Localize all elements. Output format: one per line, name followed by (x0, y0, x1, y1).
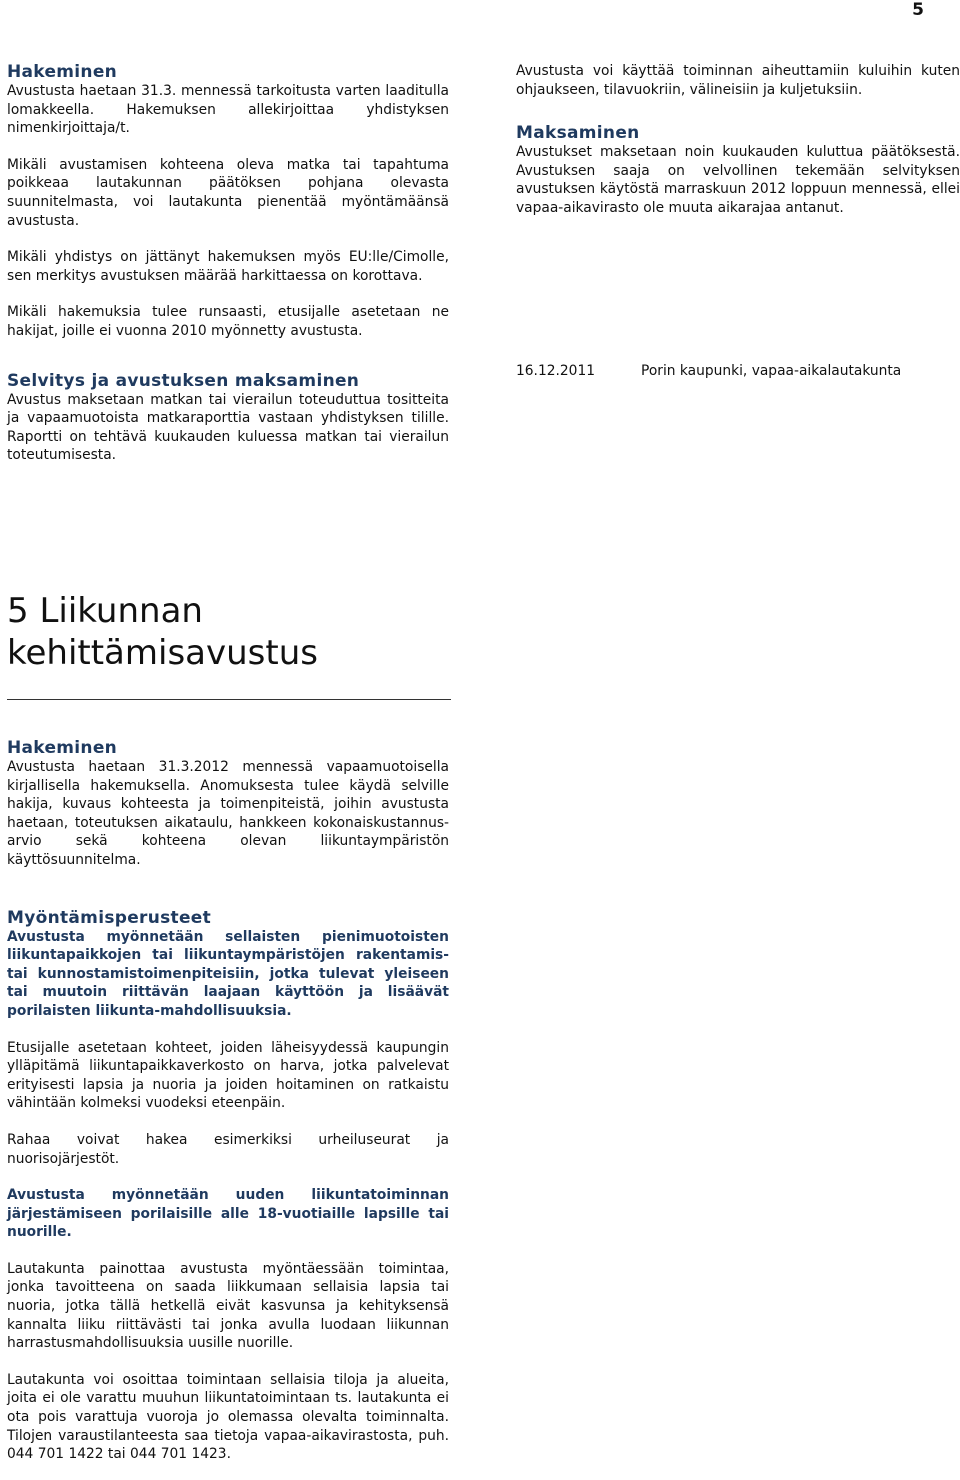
section5-hakeminen-heading: Hakeminen (7, 738, 118, 758)
maksaminen-text: Avustukset maksetaan noin kuukauden kuluttua päätöksestä. Avustuksen saaja on velvollinen tekemään selvityksen avustuksen käytöstä marraskuun 2012 loppuun mennessä, ellei vapaa-aikavirasto ole muuta aikarajaa antanut. (516, 144, 960, 216)
chapter-title: 5 Liikunnan kehittämisavustus (7, 591, 318, 673)
section5-column (7, 738, 449, 1464)
paragraph-priority: Mikäli hakemuksia tulee runsaasti, etusijalle asetetaan ne hakijat, joille ei vuonna 2010 myönnetty avustusta. (7, 304, 449, 339)
usage-text: Avustusta voi käyttää toiminnan aiheuttamiin kuluihin kuten ohjaukseen, tilavuokriin, välineisiin ja kuljetuksiin. (516, 63, 960, 98)
perusteet-bold-text: Avustusta myönnetään sellaisten pienimuotoisten liikuntapaikkojen tai liikuntaympäristöjen rakentamis- tai kunnostamistoimenpiteisiin, jotka tulevat yleiseen tai muutoin riittävän laajaan käyttöön ja lisäävät porilaisten liikunta-mahdollisuuksia. (7, 928, 449, 1019)
right-top-column (516, 62, 960, 218)
paragraph-emphasis: Lautakunta painottaa avustusta myöntäessään toimintaa, jonka tavoitteena on saada liikkumaan sellaisia lapsia tai nuoria, jotka tällä hetkellä eivät kasvunsa ja kehityksensä kannalta liiku riittävästi tai jonka avulla luodaan liikunnan harrastusmahdollisuuksia uusille nuorille. (7, 1260, 449, 1352)
hakeminen-heading: Hakeminen (7, 62, 118, 82)
paragraph-facilities: Lautakunta voi osoittaa toimintaan sellaisia tiloja ja alueita, joita ei ole varattu muuhun liikuntatoimintaan ts. lautakunta ei ota pois varattuja vuoroja jo olemassa olevalta toiminnalta. Tilojen varaustilanteesta saa tietoja vapaa-aikavirastosta, puh. 044 701 1422 tai 044 701 1423. (7, 1371, 449, 1463)
bold-new-activity: Avustusta myönnetään uuden liikuntatoiminnan järjestämiseen porilaisille alle 18-vuotiaille lapsille tai nuorille. (7, 1187, 449, 1241)
signature: Porin kaupunki, vapaa-aikalautakunta (641, 363, 902, 379)
date: 16.12.2011 (516, 363, 595, 379)
paragraph-priority-targets: Etusijalle asetetaan kohteet, joiden läheisyydessä kaupungin ylläpitämä liikuntapaikkaverkosto on harva, jotka palvelevat erityisesti lapsia ja nuoria ja joiden hoitaminen on ratkaistu vähintään kolmeksi vuodeksi eteenpäin. (7, 1039, 449, 1112)
perusteet-heading: Myöntämisperusteet (7, 907, 212, 928)
chapter-divider (7, 699, 451, 700)
selvitys-heading: Selvitys ja avustuksen maksaminen (7, 370, 360, 391)
paragraph-applicants: Rahaa voivat hakea esimerkiksi urheiluseurat ja nuorisojärjestöt. (7, 1131, 449, 1167)
selvitys-text: Avustus maksetaan matkan tai vierailun toteuduttua tositteita ja vapaamuotoista matkaraporttia vastaan yhdistyksen tilille. Raportti on tehtävä kuukauden kuluessa matkan tai vierailun toteutumisesta. (7, 391, 449, 464)
date-signature-line (516, 362, 960, 380)
page-number: 5 (912, 0, 924, 20)
left-top-column (7, 62, 449, 465)
paragraph-eu-application: Mikäli yhdistys on jättänyt hakemuksen myös EU:lle/Cimolle, sen merkitys avustuksen määrää harkittaessa on korottava. (7, 249, 449, 284)
paragraph-plan-deviation: Mikäli avustamisen kohteena oleva matka tai tapahtuma poikkeaa lautakunnan päätöksen pohjana olevasta suunnitelmasta, voi lautakunta pienentää myöntämäänsä avustusta. (7, 156, 449, 229)
hakeminen-text: Avustusta haetaan 31.3. mennessä tarkoitusta varten laaditulla lomakkeella. Hakemuksen allekirjoittaa yhdistyksen nimenkirjoittaja/t. (7, 83, 449, 137)
section5-hakeminen-text: Avustusta haetaan 31.3.2012 mennessä vapaamuotoisella kirjallisella hakemuksella. Anomuksesta tulee käydä selville hakija, kuvaus kohteesta ja toimenpiteistä, joihin avustusta haetaan, toteutuksen aikataulu, hankkeen kokonaiskustannus-arvio sekä kohteena olevan liikuntaympäristön käyttösuunnitelma. (7, 759, 449, 868)
maksaminen-heading: Maksaminen (516, 123, 640, 144)
